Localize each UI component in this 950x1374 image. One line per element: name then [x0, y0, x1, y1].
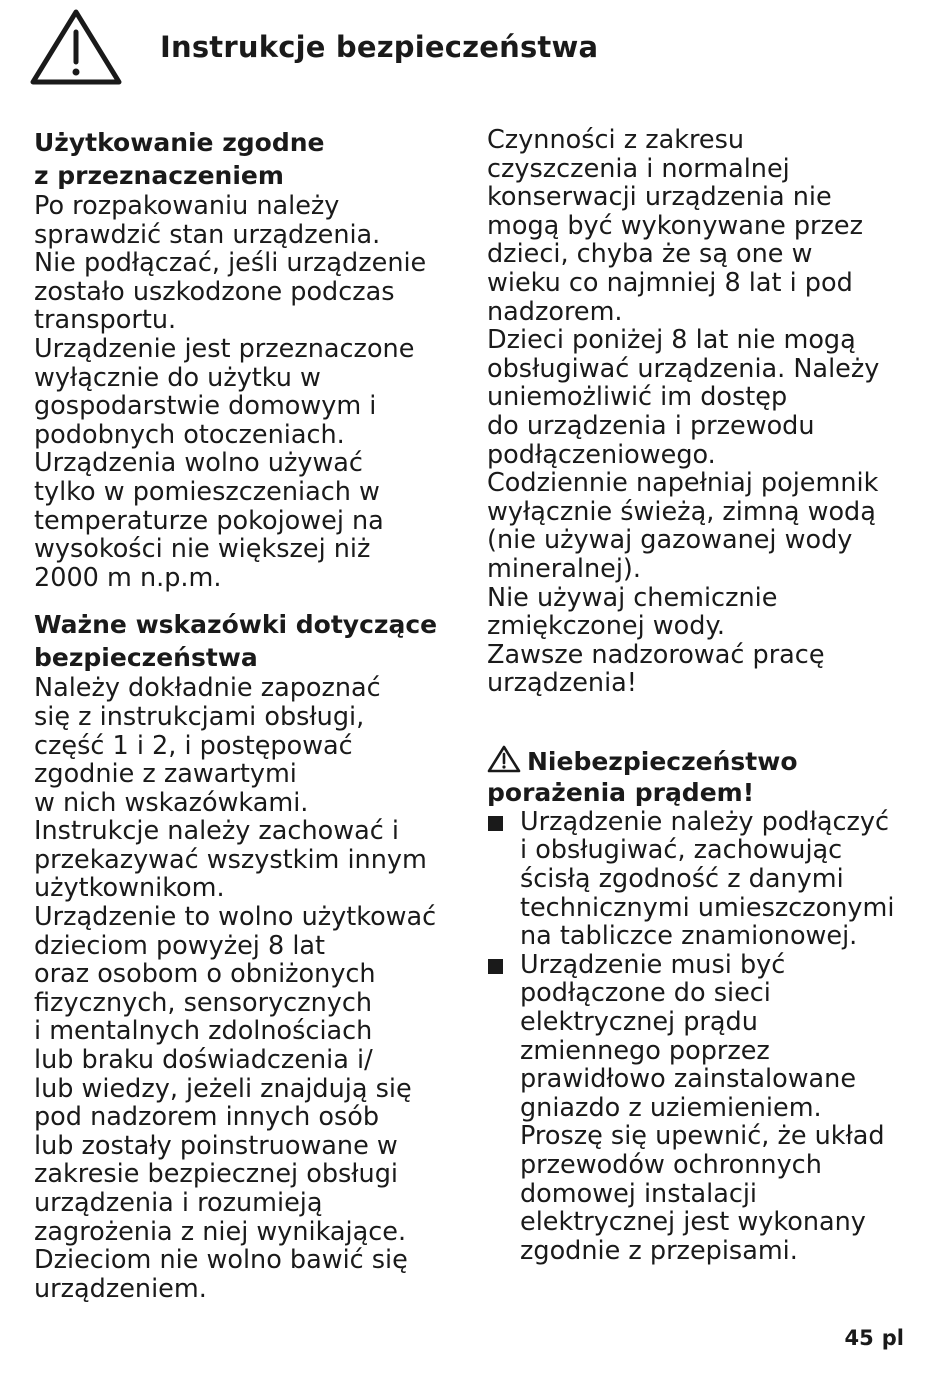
right-column — [487, 126, 917, 1265]
square-bullet-icon — [488, 959, 503, 974]
warning-triangle-icon — [29, 8, 123, 86]
left-column — [34, 126, 464, 1303]
section-title-intended-use: Użytkowanie zgodne z przeznaczeniem — [34, 128, 325, 190]
bullet-text: Urządzenie musi być podłączone do sieci elektrycznej prądu zmiennego poprzez prawidłowo zainstalowane gniazdo z uziemieniem. Proszę się upewnić, że układ przewodów ochronnych domowej instalacji elektrycznej jest wykonany zgodnie z przepisami. — [520, 949, 885, 1266]
square-bullet-icon — [488, 816, 503, 831]
page-number: 45 — [844, 1326, 874, 1350]
bullet-text: Urządzenie należy podłączyć i obsługiwać, zachowując ścisłą zgodność z danymi technicznymi umieszczonymi na tabliczce znamionowej. — [520, 806, 895, 952]
intended-use-text: Po rozpakowaniu należy sprawdzić stan urządzenia. Nie podłączać, jeśli urządzenie zostało uszkodzone podczas transportu. Urządzenie jest przeznaczone wyłącznie do użytku w gospodarstwie domowym i podobnych otoczeniach. Urządzenia wolno używać tylko w pomieszczeniach w temperaturze pokojowej na wysokości nie większej niż 2000 m n.p.m. — [34, 191, 427, 593]
list-item — [487, 808, 917, 951]
page-title: Instrukcje bezpieczeństwa — [160, 30, 599, 64]
safety-notes-text: Należy dokładnie zapoznać się z instrukcjami obsługi, część 1 i 2, i postępować zgodnie z zawartymi w nich wskazówkami. Instrukcje należy zachować i przekazywać wszystkim innym użytkownikom. Urządzenie to wolno użytkować dzieciom powyżej 8 lat oraz osobom o obniżonych fizycznych, sensorycznych i mentalnych zdolnościach lub braku doświadczenia i/ lub wiedzy, jeżeli znajdują się pod nadzorem innych osób lub zostały poinstruowane w zakresie bezpiecznej obsługi urządzenia i rozumieją zagrożenia z niej wynikające. Dzieciom nie wolno bawić się urządzeniem. — [34, 673, 437, 1304]
electric-shock-warning-heading — [487, 714, 917, 808]
children-and-water-text: Czynności z zakresu czyszczenia i normalnej konserwacji urządzenia nie mogą być wykonywane przez dzieci, chyba że są one w wieku co najmniej 8 lat i pod nadzorem. Dzieci poniżej 8 lat nie mogą obsługiwać urządzenia. Należy uniemożliwić im dostęp do urządzenia i przewodu podłączeniowego. Codziennie napełniaj pojemnik wyłącznie świeżą, zimną wodą (nie używaj gazowanej wody mineralnej). Nie używaj chemicznie zmiękczonej wody. Zawsze nadzorować pracę urządzenia! — [487, 125, 880, 699]
language-code: pl — [881, 1326, 904, 1350]
list-item — [487, 951, 917, 1266]
warning-triangle-icon — [487, 745, 521, 773]
section-title-safety-notes: Ważne wskazówki dotyczące bezpieczeństwa — [34, 610, 438, 673]
electric-shock-warning-title: Niebezpieczeństwo porażenia prądem! — [487, 746, 798, 807]
page-footer — [837, 1326, 904, 1350]
warning-bullet-list — [487, 808, 917, 1266]
